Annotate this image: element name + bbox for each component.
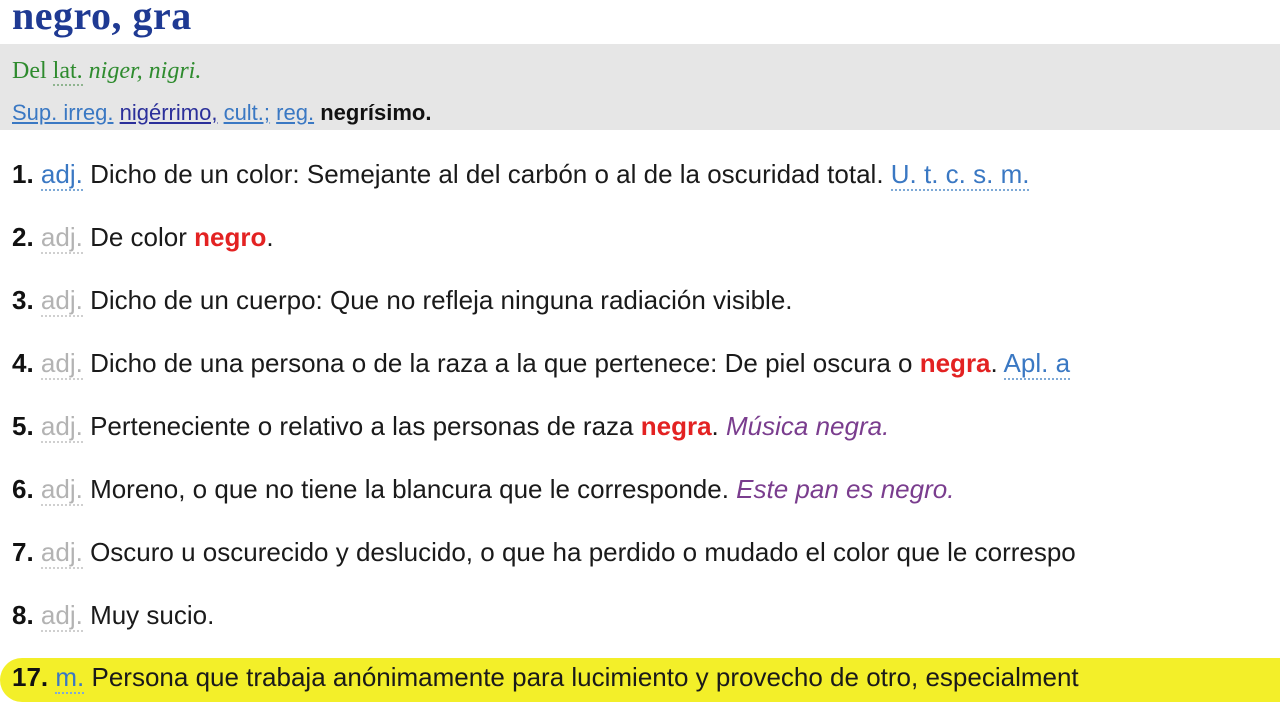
definition-number: 6. — [12, 474, 34, 504]
definition-punct: . — [990, 348, 1004, 378]
definition-text: Oscuro u oscurecido y deslucido, o que ha perdido o mudado el color que le correspo — [82, 537, 1076, 567]
etymology-lang-abbr[interactable]: lat. — [52, 58, 83, 84]
definition-3 — [12, 285, 793, 316]
pos-abbr-link[interactable]: adj. — [40, 600, 83, 630]
definition-17 — [12, 662, 1079, 693]
reg-link[interactable]: reg. — [276, 100, 315, 125]
cult-link[interactable]: cult.; — [223, 100, 271, 125]
definition-4 — [12, 348, 1070, 379]
pos-abbr-link[interactable]: adj. — [40, 285, 83, 315]
definition-8 — [12, 600, 214, 631]
pos-abbr-link[interactable]: m. — [55, 662, 85, 692]
pos-abbr-link[interactable]: adj. — [40, 474, 83, 504]
pos-abbr-link[interactable]: adj. — [40, 159, 83, 189]
definition-number: 8. — [12, 600, 34, 630]
definition-number: 4. — [12, 348, 34, 378]
usage-note-link[interactable]: U. t. c. s. m. — [890, 159, 1030, 189]
definition-text: Moreno, o que no tiene la blancura que le corresponde. — [82, 474, 737, 504]
definition-text: Muy sucio. — [82, 600, 215, 630]
headword-highlight: negra — [640, 411, 712, 441]
definition-number: 1. — [12, 159, 34, 189]
definition-number: 5. — [12, 411, 34, 441]
headword-highlight: negro — [194, 222, 267, 252]
nigerrimo-link[interactable]: nigérrimo, — [119, 100, 218, 125]
pos-abbr-link[interactable]: adj. — [40, 411, 83, 441]
definition-punct: . — [266, 222, 274, 252]
etymology-line — [12, 58, 201, 85]
headword-title: negro, gra — [12, 0, 192, 38]
definition-text: Perteneciente o relativo a las personas de raza — [82, 411, 641, 441]
negrisimo-text: negrísimo. — [320, 100, 432, 125]
definition-number: 3. — [12, 285, 34, 315]
definition-7 — [12, 537, 1076, 568]
usage-example: Música negra. — [726, 411, 890, 441]
definition-number: 17. — [12, 662, 49, 692]
definition-number: 7. — [12, 537, 34, 567]
superlative-line — [12, 100, 431, 126]
sup-irreg-link[interactable]: Sup. irreg. — [12, 100, 114, 125]
headword-highlight: negra — [919, 348, 991, 378]
pos-abbr-link[interactable]: adj. — [40, 537, 83, 567]
definition-5 — [12, 411, 889, 442]
definition-text: Dicho de una persona o de la raza a la que pertenece: De piel oscura o — [82, 348, 920, 378]
pos-abbr-link[interactable]: adj. — [40, 348, 83, 378]
definition-text: Dicho de un cuerpo: Que no refleja ninguna radiación visible. — [82, 285, 793, 315]
definition-text: De color — [82, 222, 195, 252]
definition-number: 2. — [12, 222, 34, 252]
etymology-forms: niger, nigri. — [88, 58, 202, 84]
usage-example: Este pan es negro. — [736, 474, 955, 504]
definition-text: Persona que trabaja anónimamente para lucimiento y provecho de otro, especialment — [84, 662, 1079, 692]
definition-punct: . — [711, 411, 726, 441]
definition-1 — [12, 159, 1029, 190]
etymology-prefix: Del — [12, 58, 47, 84]
definition-2 — [12, 222, 274, 253]
definition-6 — [12, 474, 954, 505]
definition-text: Dicho de un color: Semejante al del carbón o al de la oscuridad total. — [82, 159, 891, 189]
pos-abbr-link[interactable]: adj. — [40, 222, 83, 252]
usage-note-link[interactable]: Apl. a — [1003, 348, 1071, 378]
